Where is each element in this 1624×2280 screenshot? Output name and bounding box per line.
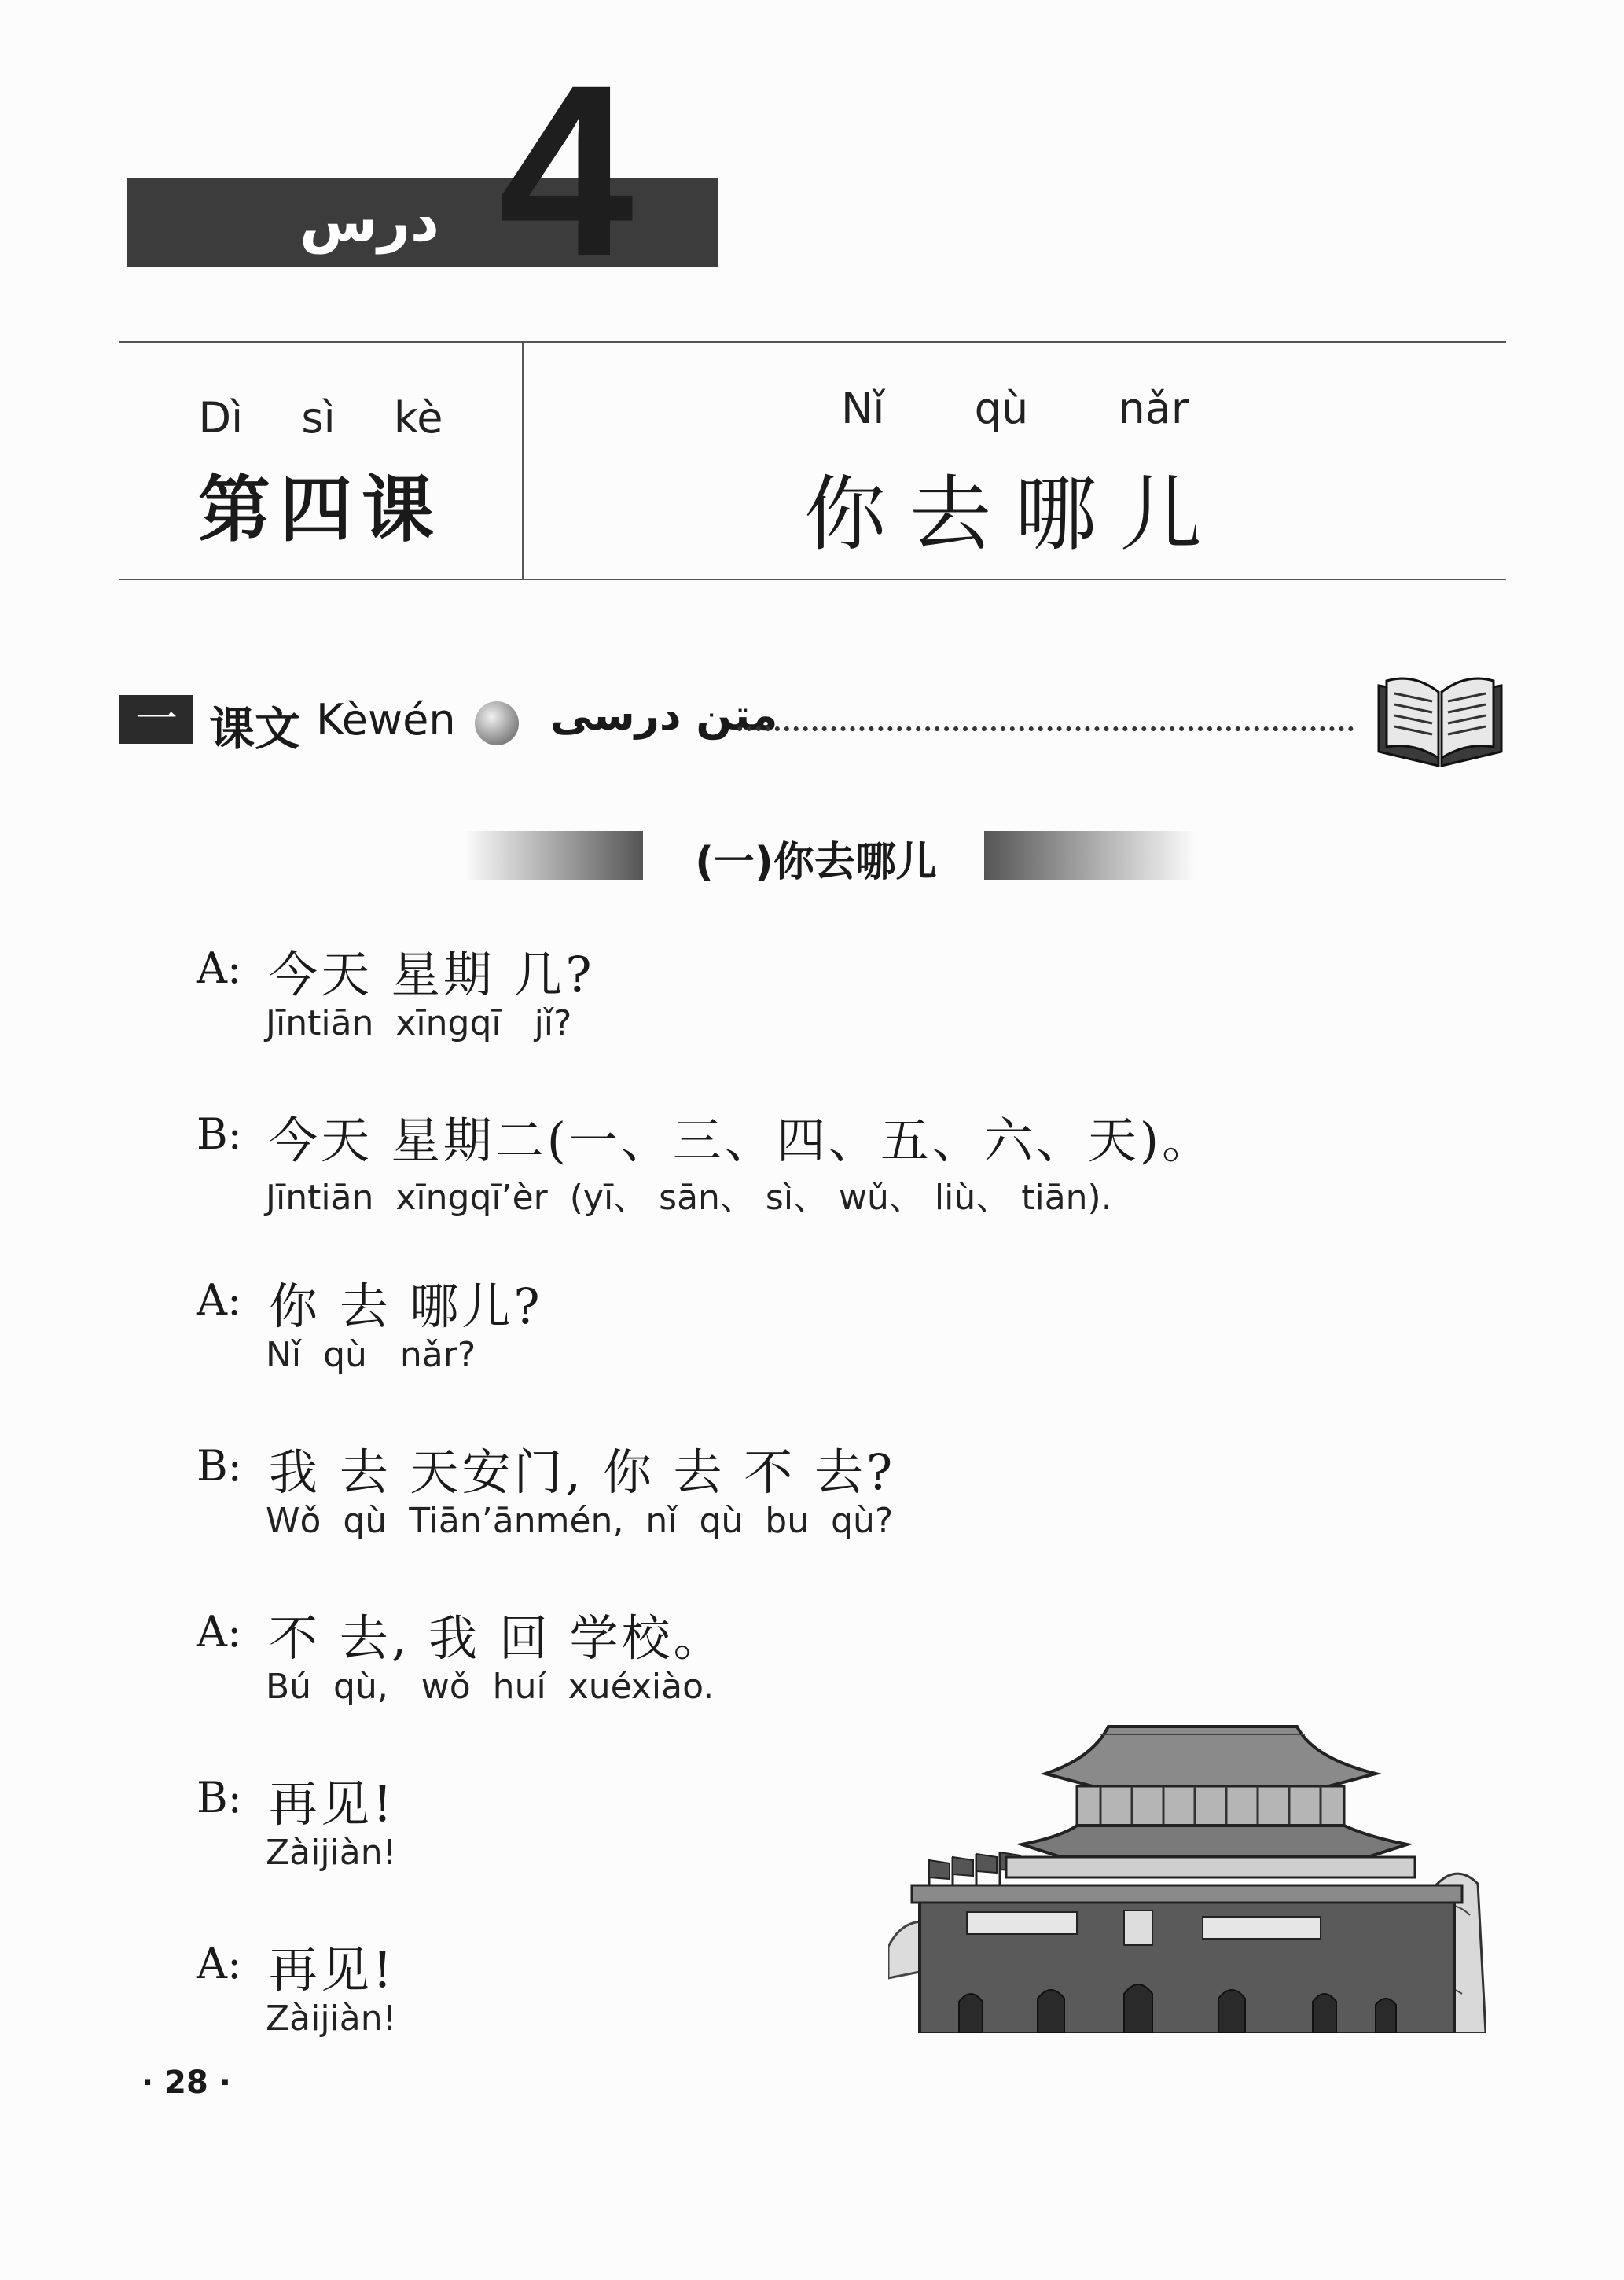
- title-chinese: 你去哪儿: [803, 466, 1225, 562]
- dialogue-chinese: 再见!: [269, 1775, 395, 1833]
- dialogue-pinyin: Nǐ qù nǎr?: [266, 1335, 476, 1375]
- dialogue-chinese: 不 去, 我 回 学校。: [269, 1609, 726, 1667]
- dialogue-pinyin: Zàijiàn!: [266, 1999, 397, 2039]
- dialogue-chinese: 今天 星期 几?: [269, 946, 595, 1003]
- title-pinyin: Nǐ qù nǎr: [840, 384, 1189, 433]
- dialogue-chinese: 今天 星期二(一、三、四、五、六、天)。: [269, 1112, 1214, 1169]
- subsection-title: (一)你去哪儿: [695, 839, 937, 886]
- subsection-bar-left: [464, 831, 643, 880]
- bullet-dot-icon: [475, 701, 519, 745]
- dialogue-chinese: 再见!: [269, 1941, 395, 1999]
- speaker-label: B:: [197, 1441, 242, 1491]
- lesson-number: 4: [498, 34, 634, 307]
- speaker-label: B:: [197, 1109, 242, 1159]
- section-title-persian: متن درسی: [550, 690, 778, 740]
- title-table-top-rule: [119, 341, 1506, 343]
- subsection-bar-right: [984, 831, 1196, 880]
- speaker-label: A:: [197, 1275, 242, 1325]
- dialogue-pinyin: Jīntiān xīngqī jǐ?: [266, 1003, 572, 1043]
- tiananmen-illustration: [888, 1711, 1486, 2033]
- dialogue-chinese: 你 去 哪儿?: [269, 1278, 543, 1335]
- speaker-label: B:: [197, 1773, 242, 1822]
- open-book-icon: [1376, 670, 1505, 770]
- dialogue-pinyin: Wǒ qù Tiān’ānmén, nǐ qù bu qù?: [266, 1501, 894, 1541]
- lesson-banner-label: درس: [299, 188, 439, 254]
- page-number: · 28 ·: [141, 2065, 231, 2101]
- title-table-bottom-rule: [119, 579, 1506, 580]
- speaker-label: A:: [197, 1939, 242, 1988]
- lesson-pinyin: Dì sì kè: [198, 393, 443, 443]
- dialogue-pinyin: Bú qù, wǒ huí xuéxiào.: [266, 1667, 715, 1707]
- section-title-chinese: 课文: [209, 702, 301, 756]
- dialogue-pinyin: Zàijiàn!: [266, 1833, 397, 1873]
- dialogue-chinese: 我 去 天安门, 你 去 不 去?: [269, 1443, 896, 1501]
- dotted-leader: [737, 726, 1354, 731]
- speaker-label: A:: [197, 943, 242, 993]
- section-number: 一: [135, 694, 178, 744]
- section-title-pinyin: Kèwén: [316, 695, 456, 745]
- dialogue-pinyin: Jīntiān xīngqī’èr (yī、 sān、 sì、 wǔ、 liù、 tiān).: [266, 1178, 1112, 1218]
- speaker-label: A:: [197, 1607, 242, 1657]
- lesson-chinese: 第四课: [197, 467, 443, 552]
